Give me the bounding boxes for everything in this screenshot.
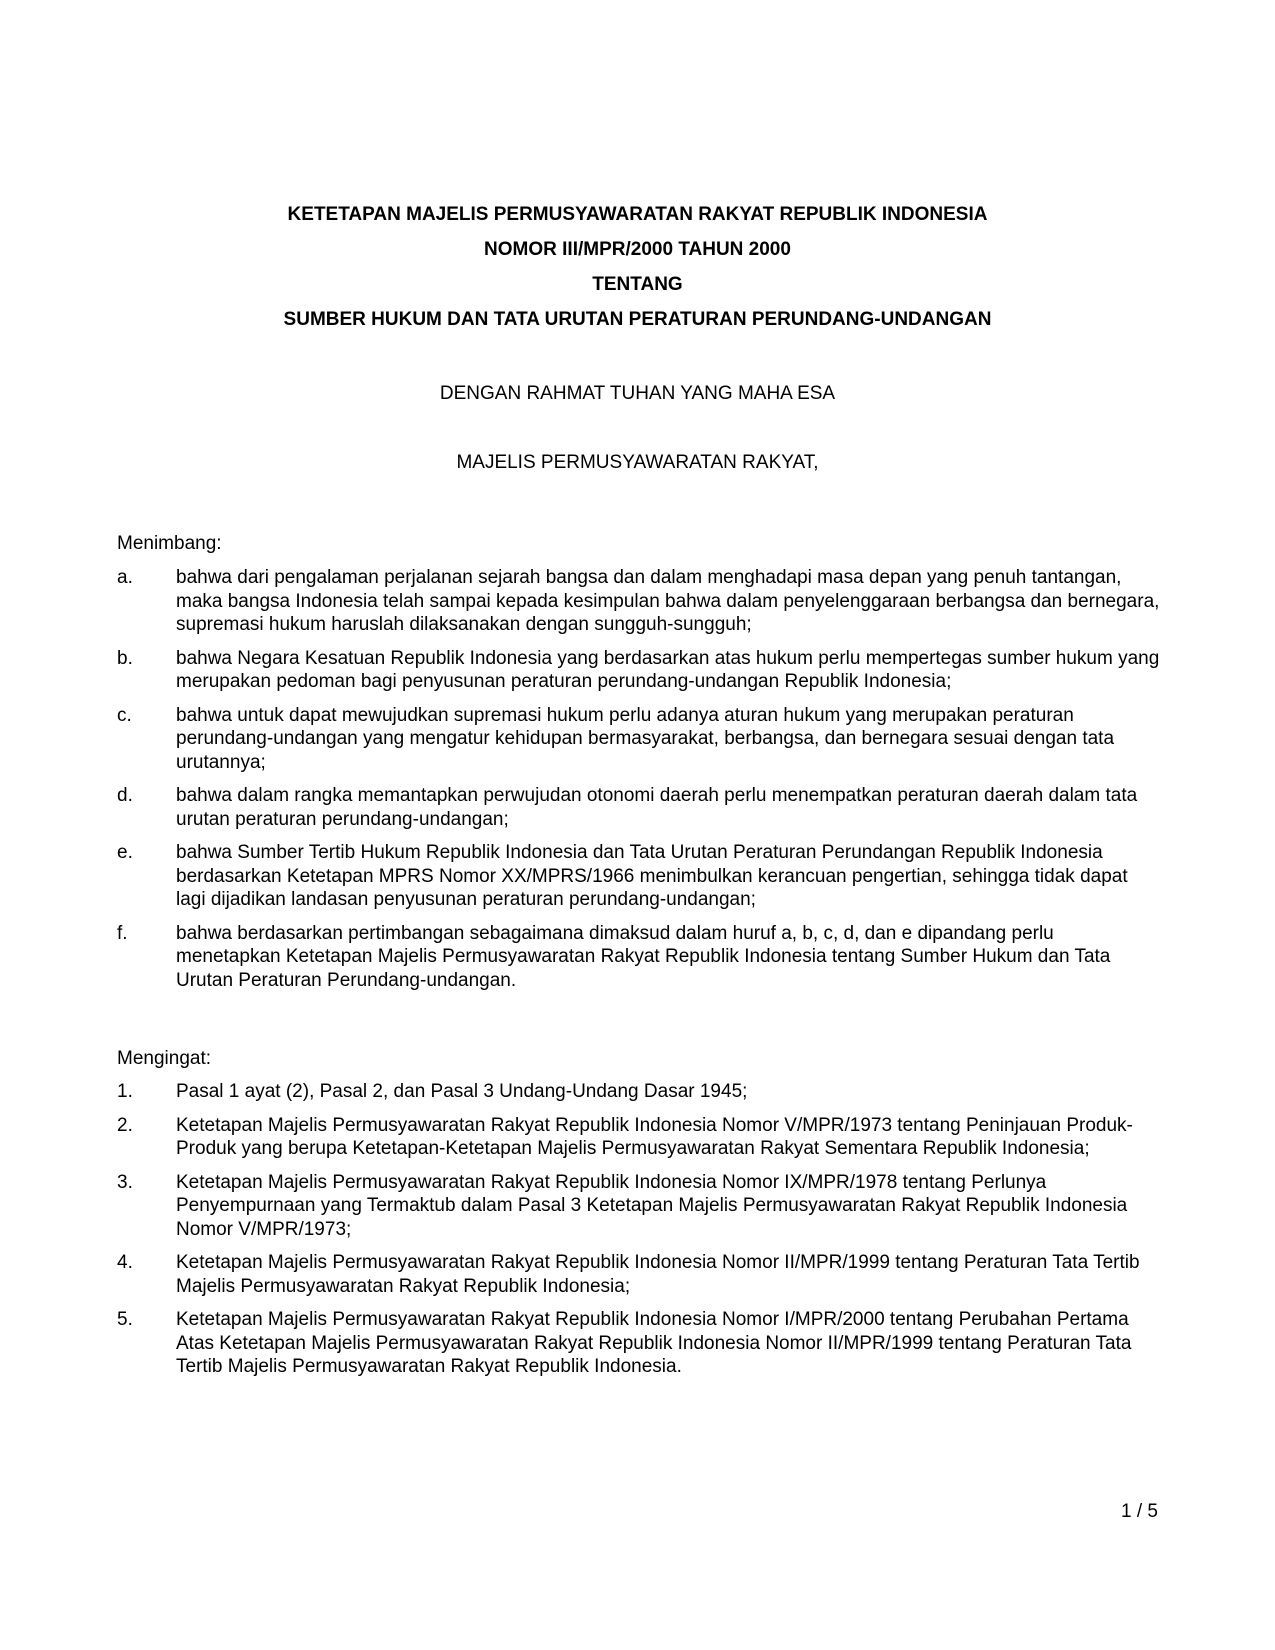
assembly-name: MAJELIS PERMUSYAWARATAN RAKYAT, bbox=[456, 452, 819, 473]
list-item bbox=[117, 647, 1162, 694]
list-item-text: bahwa Sumber Tertib Hukum Republik Indonesia dan Tata Urutan Peraturan Perundangan Republik Indonesia berdasarkan Ketetapan MPRS Nomor XX/MPRS/1966 menimbulkan kerancuan pengertian, sehingga tidak dapat lagi dijadikan landasan penyusunan peraturan perundang-undangan; bbox=[176, 842, 1128, 910]
list-item-text: Ketetapan Majelis Permusyawaratan Rakyat Republik Indonesia Nomor V/MPR/1973 tentang Peninjauan Produk-Produk yang berupa Ketetapan-Ketetapan Majelis Permusyawaratan Rakyat Sementara Republik Indonesia; bbox=[176, 1114, 1133, 1159]
list-item bbox=[117, 1080, 1162, 1104]
list-marker: 5. bbox=[117, 1309, 133, 1330]
invocation: DENGAN RAHMAT TUHAN YANG MAHA ESA bbox=[439, 383, 836, 404]
page-number: 1 / 5 bbox=[1121, 1501, 1158, 1522]
list-marker: f. bbox=[117, 922, 128, 944]
list-item bbox=[117, 1308, 1162, 1379]
list-item bbox=[117, 566, 1162, 637]
mengingat-label: Mengingat: bbox=[117, 1048, 212, 1069]
list-item bbox=[117, 784, 1162, 831]
list-item bbox=[117, 841, 1162, 912]
list-item bbox=[117, 1171, 1162, 1242]
list-item-text: bahwa dari pengalaman perjalanan sejarah bangsa dan dalam menghadapi masa depan yang penuh tantangan, maka bangsa Indonesia telah sampai kepada kesimpulan bahwa dalam penyelenggaraan berbangsa dan bernegara, supremasi hukum haruslah dilaksanakan dengan sungguh-sungguh; bbox=[176, 567, 1160, 635]
list-item-text: Ketetapan Majelis Permusyawaratan Rakyat Republik Indonesia Nomor I/MPR/2000 tentang Perubahan Pertama Atas Ketetapan Majelis Permusyawaratan Rakyat Republik Indonesia Nomor II/MPR/1999 tentang Peraturan Tata Tertib Majelis Permusyawaratan Rakyat Republik Indonesia. bbox=[176, 1309, 1132, 1377]
title-line-4: SUMBER HUKUM DAN TATA URUTAN PERATURAN PERUNDANG-UNDANGAN bbox=[283, 309, 992, 330]
document-title bbox=[0, 204, 1275, 344]
menimbang-list bbox=[117, 566, 1162, 1002]
title-line-1: KETETAPAN MAJELIS PERMUSYAWARATAN RAKYAT REPUBLIK INDONESIA bbox=[287, 204, 988, 225]
list-marker: c. bbox=[117, 704, 132, 726]
title-line-2: NOMOR III/MPR/2000 TAHUN 2000 bbox=[484, 239, 791, 260]
list-item bbox=[117, 922, 1162, 993]
list-item-text: bahwa untuk dapat mewujudkan supremasi hukum perlu adanya aturan hukum yang merupakan peraturan perundang-undangan yang mengatur kehidupan bermasyarakat, berbangsa, dan bernegara sesuai dengan tata urutannya; bbox=[176, 704, 1115, 773]
list-marker: d. bbox=[117, 785, 133, 806]
list-item bbox=[117, 1251, 1162, 1298]
menimbang-label: Menimbang: bbox=[117, 533, 222, 554]
mengingat-list bbox=[117, 1080, 1162, 1389]
list-item bbox=[117, 1114, 1162, 1161]
list-marker: 3. bbox=[117, 1171, 133, 1193]
list-marker: 4. bbox=[117, 1252, 133, 1273]
list-item-text: bahwa berdasarkan pertimbangan sebagaimana dimaksud dalam huruf a, b, c, d, dan e dipandang perlu menetapkan Ketetapan Majelis Permusyawaratan Rakyat Republik Indonesia tentang Sumber Hukum dan Tata Urutan Peraturan Perundang-undangan. bbox=[176, 922, 1111, 991]
list-marker: b. bbox=[117, 647, 133, 669]
list-marker: 1. bbox=[117, 1081, 133, 1102]
list-item-text: bahwa Negara Kesatuan Republik Indonesia yang berdasarkan atas hukum perlu mempertegas sumber hukum yang merupakan pedoman bagi penyusunan peraturan perundang-undangan Republik Indonesia; bbox=[176, 647, 1160, 692]
list-item-text: Ketetapan Majelis Permusyawaratan Rakyat Republik Indonesia Nomor IX/MPR/1978 tentang Perlunya Penyempurnaan yang Termaktub dalam Pasal 3 Ketetapan Majelis Permusyawaratan Rakyat Republik Indonesia Nomor V/MPR/1973; bbox=[176, 1171, 1128, 1240]
list-item bbox=[117, 704, 1162, 775]
list-marker: e. bbox=[117, 842, 133, 863]
list-item-text: Pasal 1 ayat (2), Pasal 2, dan Pasal 3 Undang-Undang Dasar 1945; bbox=[176, 1081, 748, 1102]
list-marker: 2. bbox=[117, 1114, 133, 1136]
title-line-3: TENTANG bbox=[592, 274, 683, 295]
list-item-text: Ketetapan Majelis Permusyawaratan Rakyat Republik Indonesia Nomor II/MPR/1999 tentang Peraturan Tata Tertib Majelis Permusyawaratan Rakyat Republik Indonesia; bbox=[176, 1252, 1140, 1297]
list-item-text: bahwa dalam rangka memantapkan perwujudan otonomi daerah perlu menempatkan peraturan daerah dalam tata urutan peraturan perundang-undangan; bbox=[176, 785, 1138, 830]
list-marker: a. bbox=[117, 567, 133, 588]
